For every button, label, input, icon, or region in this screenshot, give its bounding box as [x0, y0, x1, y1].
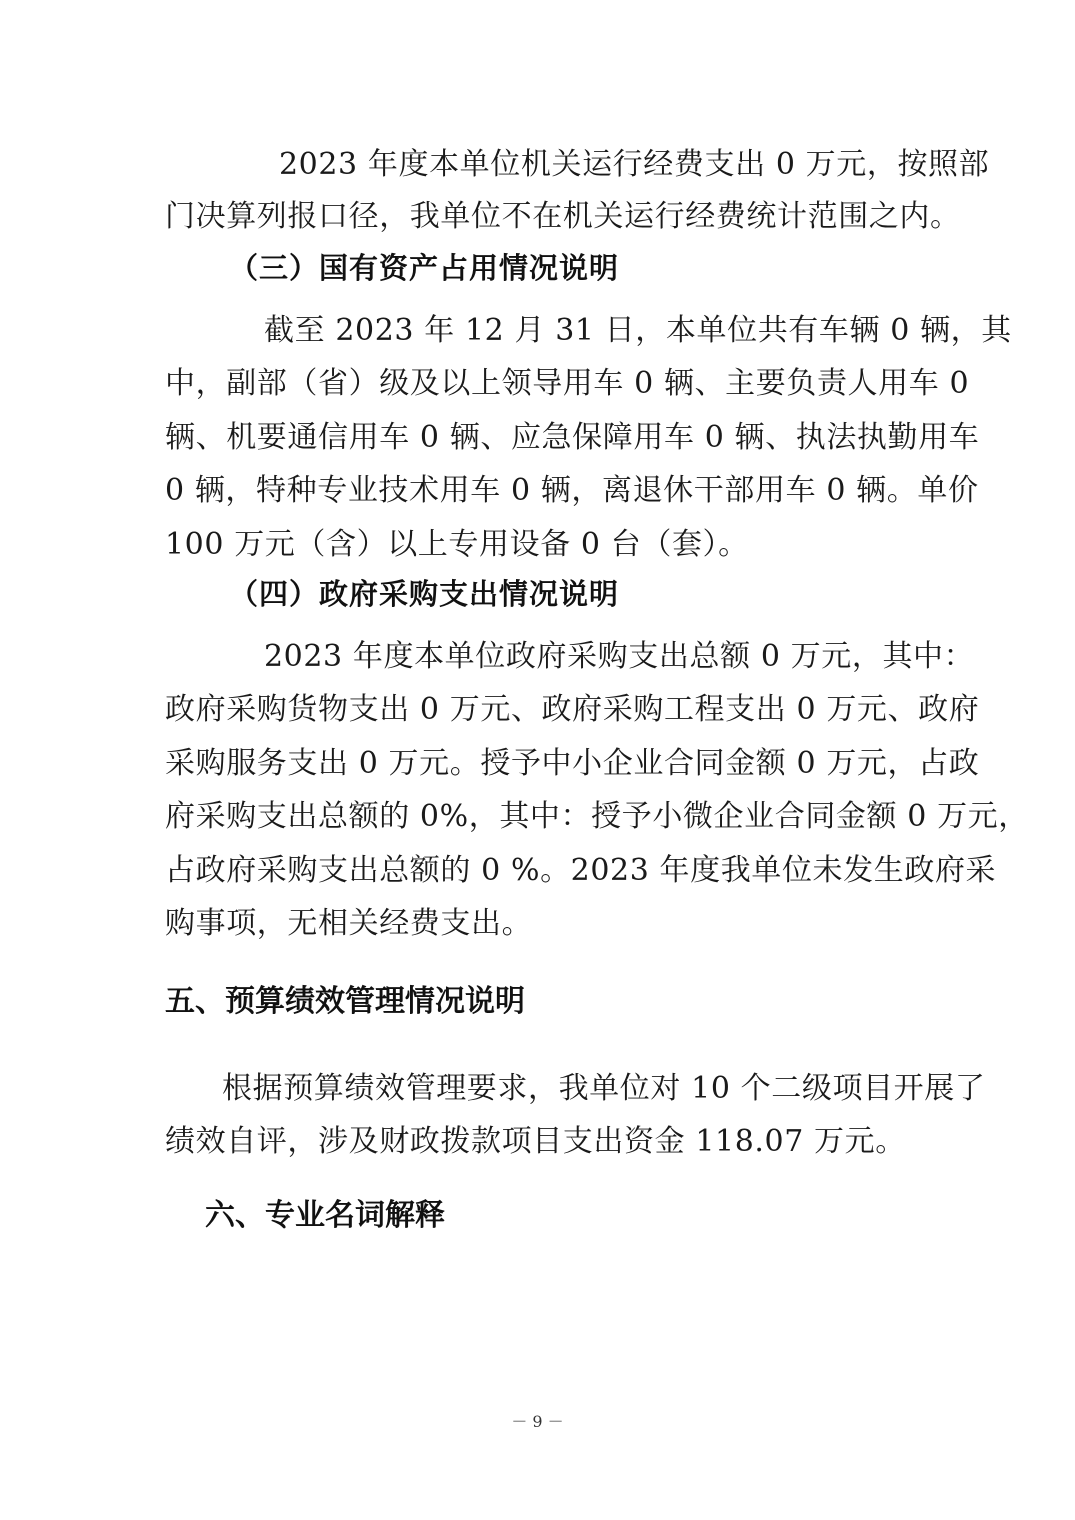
- paragraph-line: 0 辆，特种专业技术用车 0 辆，离退休干部用车 0 辆。单价: [165, 473, 979, 508]
- section-heading-procurement: （四）政府采购支出情况说明: [229, 577, 620, 611]
- paragraph-line: 门决算列报口径，我单位不在机关运行经费统计范围之内。: [165, 199, 961, 234]
- paragraph-line: 采购服务支出 0 万元。授予中小企业合同金额 0 万元，占政: [165, 746, 980, 781]
- chapter-heading-terms: 六、专业名词解释: [205, 1198, 445, 1233]
- paragraph-line: 2023 年度本单位政府采购支出总额 0 万元，其中：: [264, 639, 975, 674]
- paragraph-line: 截至 2023 年 12 月 31 日，本单位共有车辆 0 辆，其: [264, 313, 1012, 348]
- paragraph-line: 中，副部（省）级及以上领导用车 0 辆、主要负责人用车 0: [165, 366, 970, 401]
- paragraph-line: 辆、机要通信用车 0 辆、应急保障用车 0 辆、执法执勤用车: [165, 420, 980, 455]
- paragraph-line: 府采购支出总额的 0%，其中：授予小微企业合同金额 0 万元，: [165, 799, 1029, 834]
- chapter-heading-performance: 五、预算绩效管理情况说明: [165, 984, 525, 1019]
- paragraph-line: 100 万元（含）以上专用设备 0 台（套）。: [165, 527, 749, 562]
- paragraph-line: 政府采购货物支出 0 万元、政府采购工程支出 0 万元、政府: [165, 692, 980, 727]
- paragraph-line: 2023 年度本单位机关运行经费支出 0 万元，按照部: [279, 147, 990, 182]
- paragraph-line: 占政府采购支出总额的 0 %。2023 年度我单位未发生政府采: [165, 853, 997, 888]
- paragraph-line: 根据预算绩效管理要求，我单位对 10 个二级项目开展了: [222, 1071, 986, 1106]
- section-heading-assets: （三）国有资产占用情况说明: [229, 251, 620, 285]
- page-number: － 9 －: [511, 1412, 564, 1431]
- paragraph-line: 购事项，无相关经费支出。: [165, 906, 533, 941]
- paragraph-line: 绩效自评，涉及财政拨款项目支出资金 118.07 万元。: [165, 1124, 906, 1159]
